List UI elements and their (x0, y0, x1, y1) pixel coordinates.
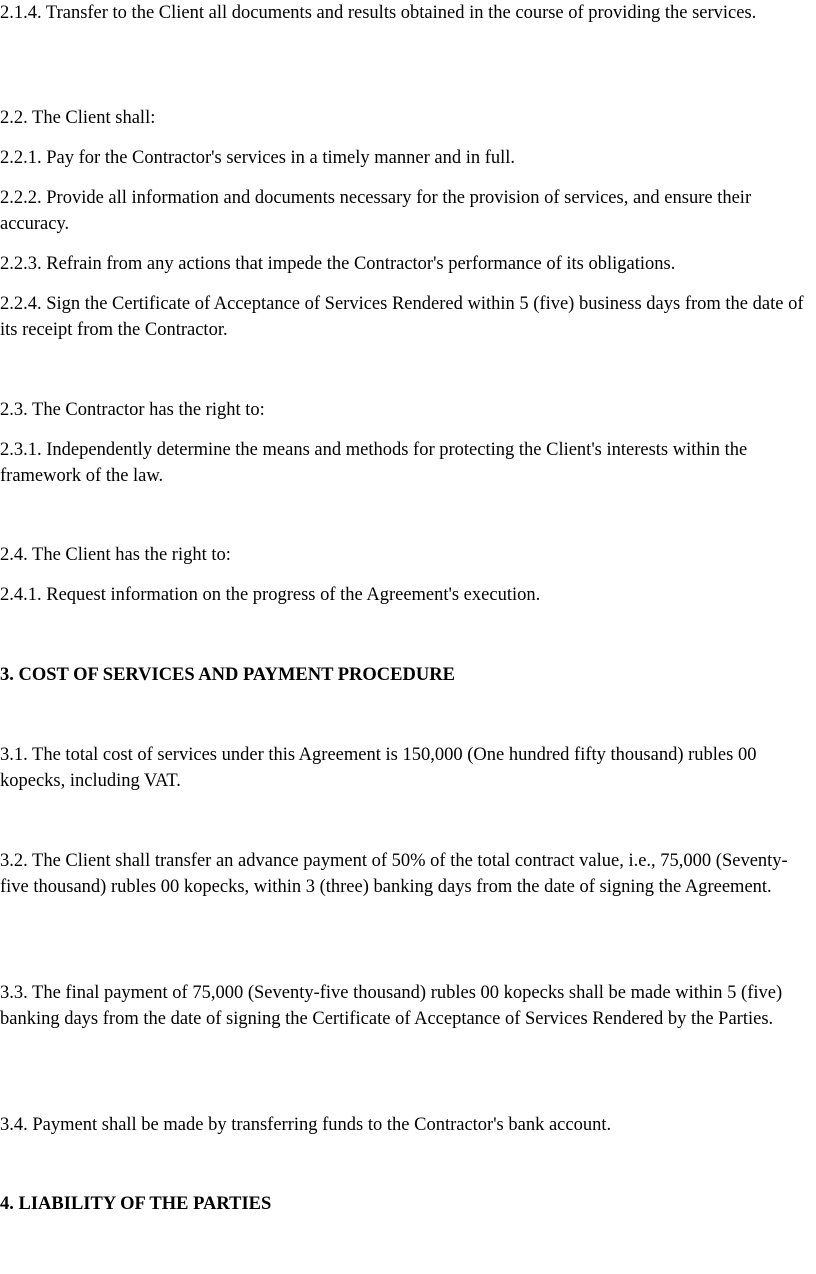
clause-2-4-1: 2.4.1. Request information on the progress of the Agreement's execution. (0, 585, 541, 605)
clause-2-2-1: 2.2.1. Pay for the Contractor's services in a timely manner and in full. (0, 148, 516, 168)
clause-2-2-2: 2.2.2. Provide all information and documents necessary for the provision of services, and ensure their accuracy. (0, 188, 752, 234)
clause-3-1: 3.1. The total cost of services under this Agreement is 150,000 (One hundred fifty thousand) rubles 00 kopecks, including VAT. (0, 745, 757, 791)
clause-3-2: 3.2. The Client shall transfer an advance payment of 50% of the total contract value, i.e., 75,000 (Seventy-five thousand) rubles 00 kopecks, within 3 (three) banking days from the date of signing the Agreement. (0, 851, 788, 897)
clause-2-2-3: 2.2.3. Refrain from any actions that impede the Contractor's performance of its obligations. (0, 254, 676, 274)
clause-2-3: 2.3. The Contractor has the right to: (0, 400, 265, 420)
clause-2-4: 2.4. The Client has the right to: (0, 545, 231, 565)
section-3-heading: 3. COST OF SERVICES AND PAYMENT PROCEDURE (0, 665, 455, 685)
clause-3-4: 3.4. Payment shall be made by transferring funds to the Contractor's bank account. (0, 1115, 612, 1135)
clause-2-2: 2.2. The Client shall: (0, 108, 156, 128)
clause-2-1-4: 2.1.4. Transfer to the Client all documents and results obtained in the course of providing the services. (0, 3, 757, 23)
clause-3-3: 3.3. The final payment of 75,000 (Seventy-five thousand) rubles 00 kopecks shall be made within 5 (five) banking days from the date of signing the Certificate of Acceptance of Services Rendered by the Parties. (0, 983, 783, 1029)
clause-2-2-4: 2.2.4. Sign the Certificate of Acceptance of Services Rendered within 5 (five) business days from the date of its receipt from the Contractor. (0, 294, 804, 340)
clause-2-3-1: 2.3.1. Independently determine the means and methods for protecting the Client's interests within the framework of the law. (0, 440, 748, 486)
section-4-heading: 4. LIABILITY OF THE PARTIES (0, 1194, 272, 1214)
